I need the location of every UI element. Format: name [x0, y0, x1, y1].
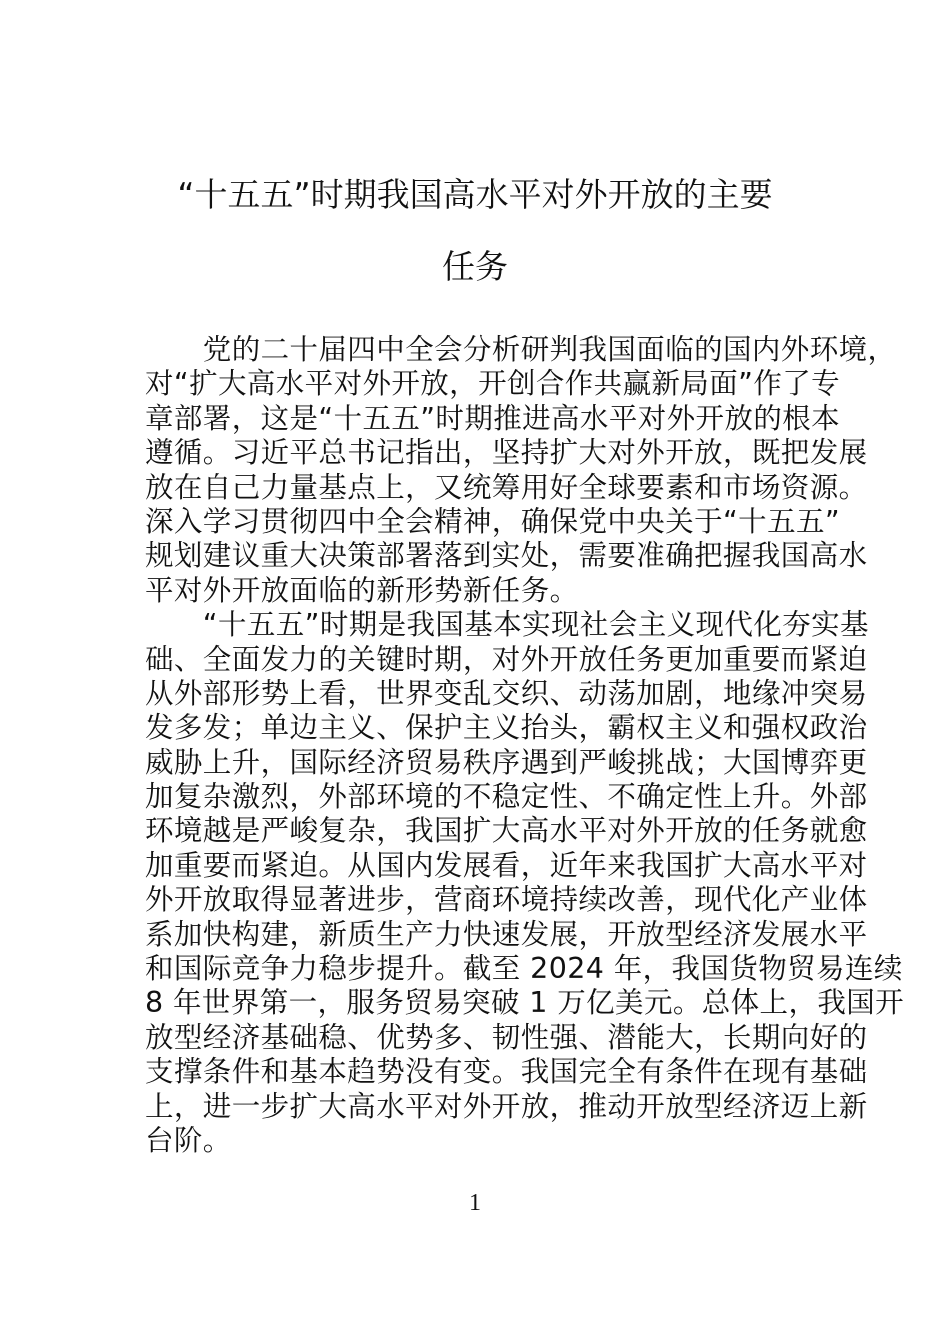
body-line: 台阶。 [145, 1123, 232, 1157]
body-line: 加复杂激烈，外部环境的不稳定性、不确定性上升。外部 [145, 780, 868, 814]
body-line: 支撑条件和基本趋势没有变。我国完全有条件在现有基础 [145, 1055, 868, 1089]
body-line: 发多发；单边主义、保护主义抬头，霸权主义和强权政治 [145, 711, 868, 745]
document-body [145, 333, 905, 1158]
body-line: 遵循。习近平总书记指出，坚持扩大对外开放，既把发展 [145, 436, 868, 470]
document-title-line-2: 任务 [442, 247, 508, 286]
body-line: 规划建议重大决策部署落到实处，需要准确把握我国高水 [145, 539, 868, 573]
body-line: 和国际竞争力稳步提升。截至 2024 年，我国货物贸易连续 [145, 952, 903, 986]
body-line: “十五五”时期是我国基本实现社会主义现代化夯实基 [145, 608, 869, 642]
body-line: 础、全面发力的关键时期，对外开放任务更加重要而紧迫 [145, 642, 868, 676]
body-line: 放在自己力量基点上，又统筹用好全球要素和市场资源。 [145, 470, 868, 504]
body-line: 章部署，这是“十五五”时期推进高水平对外开放的根本 [145, 401, 841, 435]
body-line: 从外部形势上看，世界变乱交织、动荡加剧，地缘冲突易 [145, 676, 868, 710]
body-line: 平对外开放面临的新形势新任务。 [145, 573, 579, 607]
body-line: 对“扩大高水平对外开放，开创合作共赢新局面”作了专 [145, 367, 841, 401]
body-line: 放型经济基础稳、优势多、韧性强、潜能大，长期向好的 [145, 1020, 868, 1054]
page-number: 1 [469, 1190, 481, 1216]
body-line: 系加快构建，新质生产力快速发展，开放型经济发展水平 [145, 917, 868, 951]
document-title-line-1: “十五五”时期我国高水平对外开放的主要 [177, 175, 773, 214]
body-line: 上，进一步扩大高水平对外开放，推动开放型经济迈上新 [145, 1089, 868, 1123]
body-line: 深入学习贯彻四中全会精神，确保党中央关于“十五五” [145, 504, 841, 538]
body-line: 外开放取得显著进步，营商环境持续改善，现代化产业体 [145, 883, 868, 917]
body-line: 环境越是严峻复杂，我国扩大高水平对外开放的任务就愈 [145, 814, 868, 848]
body-line: 加重要而紧迫。从国内发展看，近年来我国扩大高水平对 [145, 848, 868, 882]
body-line: 8 年世界第一，服务贸易突破 1 万亿美元。总体上，我国开 [145, 986, 905, 1020]
body-line: 威胁上升，国际经济贸易秩序遇到严峻挑战；大国博弈更 [145, 745, 868, 779]
body-line: 党的二十届四中全会分析研判我国面临的国内外环境， [145, 333, 897, 366]
